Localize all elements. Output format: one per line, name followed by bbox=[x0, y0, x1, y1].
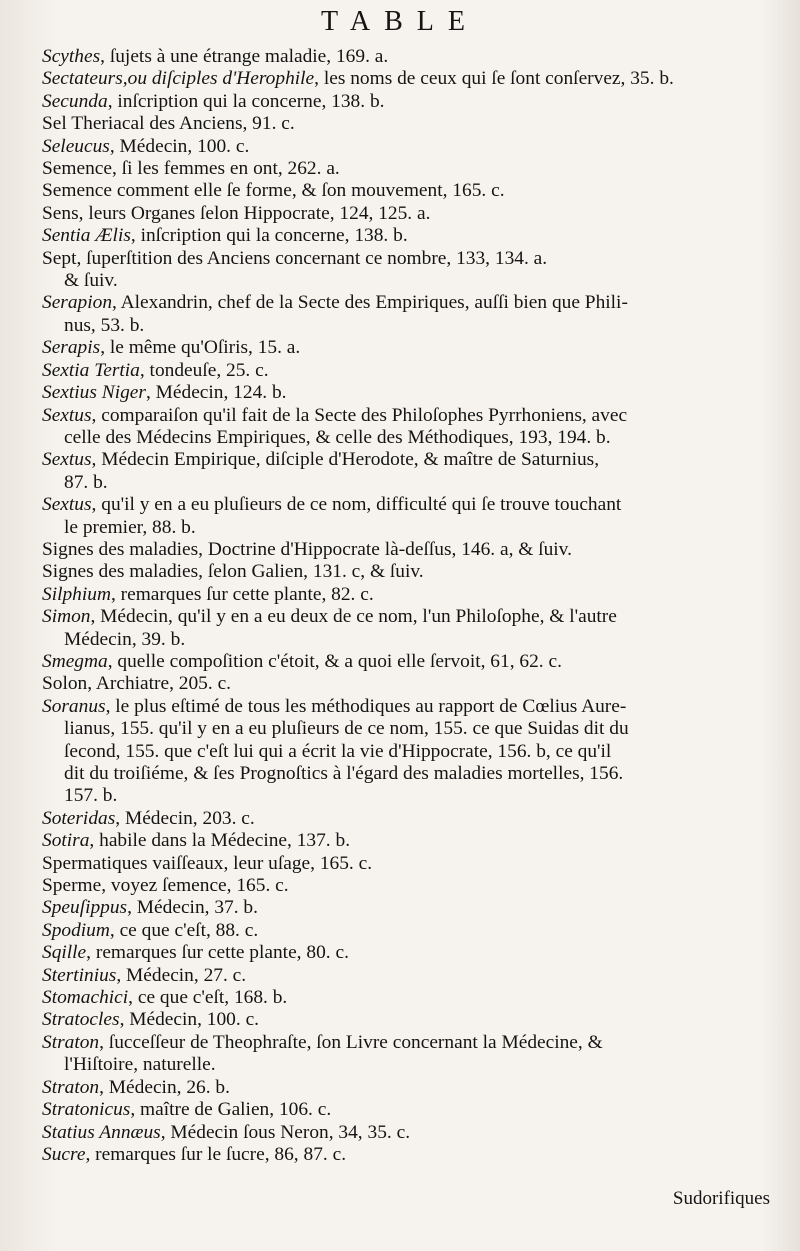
entry-headword: Sucre bbox=[42, 1143, 86, 1165]
entry-text: , tondeuſe, 25. c. bbox=[139, 359, 269, 381]
index-entry bbox=[42, 248, 768, 293]
catchword: Sudorifiques bbox=[672, 1188, 770, 1209]
entry-headword: Sextia Tertia bbox=[42, 359, 140, 381]
entry-line bbox=[42, 203, 768, 225]
entry-continuation: celle des Médecins Empiriques, & celle des Méthodiques, 193, 194. b. bbox=[64, 426, 611, 448]
entry-text: , inſcription qui la concerne, 138. b. bbox=[107, 90, 385, 112]
entry-line bbox=[42, 987, 768, 1009]
index-entry bbox=[42, 1032, 768, 1077]
entry-line bbox=[42, 1099, 768, 1121]
entry-line bbox=[42, 897, 768, 919]
entry-line bbox=[42, 696, 768, 718]
entry-line bbox=[42, 158, 768, 180]
entry-continuation: lianus, 155. qu'il y en a eu pluſieurs de ce nom, 155. ce que Suidas dit du bbox=[64, 718, 629, 740]
entry-text: Sept, ſuperſtition des Anciens concernant ce nombre, 133, 134. a. bbox=[42, 247, 548, 269]
entry-line bbox=[42, 584, 768, 606]
entry-text: , Médecin Empirique, diſciple d'Herodote, & maître de Saturnius, bbox=[91, 449, 600, 471]
index-entry bbox=[42, 46, 768, 68]
entry-line bbox=[42, 853, 768, 875]
index-entry bbox=[42, 696, 768, 741]
entry-text: , ſujets à une étrange maladie, 169. a. bbox=[100, 46, 389, 67]
entry-headword: Sectateurs,ou diſciples d'Herophile bbox=[42, 68, 315, 90]
entry-headword: Sextius Niger bbox=[42, 382, 146, 404]
entry-continuation: 87. b. bbox=[64, 471, 108, 493]
entry-line bbox=[42, 673, 768, 695]
entry-headword: Stertinius bbox=[42, 964, 117, 986]
page-title: TABLE bbox=[321, 6, 479, 37]
entry-text: , Médecin, 27. c. bbox=[116, 964, 247, 986]
entry-headword: Sextus bbox=[42, 449, 92, 471]
index-entry bbox=[42, 203, 768, 225]
index-entry bbox=[42, 158, 768, 180]
index-entry bbox=[42, 68, 768, 90]
entry-text: , remarques ſur cette plante, 82. c. bbox=[110, 583, 374, 605]
entry-headword: Statius Annæus bbox=[42, 1121, 161, 1143]
entry-text: , Médecin, 100. c. bbox=[109, 135, 250, 157]
index-entry bbox=[42, 136, 768, 158]
entry-line bbox=[42, 292, 768, 314]
index-entry bbox=[42, 763, 768, 785]
index-entry bbox=[42, 897, 768, 919]
index-entry bbox=[42, 606, 768, 651]
entry-headword: Soteridas bbox=[42, 807, 116, 829]
entry-text: , comparaiſon qu'il fait de la Secte des Philoſophes Pyrrhoniens, avec bbox=[91, 404, 628, 426]
entry-headword: Stratonicus bbox=[42, 1099, 131, 1121]
entry-line bbox=[42, 539, 768, 561]
index-entry bbox=[42, 942, 768, 964]
entry-line bbox=[42, 561, 768, 583]
entry-line bbox=[42, 46, 768, 68]
entry-line bbox=[42, 405, 768, 427]
entry-continuation: le premier, 88. b. bbox=[64, 516, 196, 538]
entry-headword: Secunda bbox=[42, 90, 108, 112]
index-entry bbox=[42, 785, 768, 807]
index-entry bbox=[42, 539, 768, 561]
entry-headword: Sextus bbox=[42, 494, 92, 516]
entry-text: , Médecin, 203. c. bbox=[115, 807, 255, 829]
entry-text: , Médecin ſous Neron, 34, 35. c. bbox=[160, 1121, 411, 1143]
entry-line bbox=[42, 113, 768, 135]
index-entry bbox=[42, 741, 768, 763]
entry-text: , Alexandrin, chef de la Secte des Empiriques, auſſi bien que Phili- bbox=[112, 292, 628, 314]
index-entry bbox=[42, 651, 768, 673]
entry-line bbox=[42, 942, 768, 964]
entry-headword: Speuſippus bbox=[42, 897, 128, 919]
entry-text: , maître de Galien, 106. c. bbox=[130, 1099, 332, 1121]
entry-line bbox=[42, 1077, 768, 1099]
entry-line bbox=[42, 1009, 768, 1031]
entry-line bbox=[42, 248, 768, 270]
index-entry bbox=[42, 1099, 768, 1121]
entry-continuation: Médecin, 39. b. bbox=[64, 628, 186, 650]
entry-headword: Stratocles bbox=[42, 1009, 120, 1031]
entry-text: , Médecin, 37. b. bbox=[127, 897, 258, 919]
entry-text: Semence comment elle ſe forme, & ſon mouvement, 165. c. bbox=[42, 180, 505, 202]
entry-line bbox=[42, 965, 768, 987]
entry-text: , ce que c'eſt, 88. c. bbox=[109, 919, 259, 941]
entry-headword: Soranus bbox=[42, 695, 106, 717]
index-entry bbox=[42, 853, 768, 875]
entry-text: , le plus eſtimé de tous les méthodiques au rapport de Cœlius Aure- bbox=[105, 695, 627, 717]
entry-line bbox=[42, 68, 768, 90]
entry-text: , quelle compoſition c'étoit, & a quoi elle ſervoit, 61, 62. c. bbox=[107, 650, 562, 672]
index-entry bbox=[42, 1009, 768, 1031]
entry-headword: Smegma bbox=[42, 650, 108, 672]
entry-line bbox=[42, 1144, 768, 1166]
entry-line bbox=[42, 830, 768, 852]
entry-continuation: ſecond, 155. que c'eſt lui qui a écrit la vie d'Hippocrate, 156. b, ce qu'il bbox=[64, 740, 612, 762]
entry-continuation: 157. b. bbox=[64, 785, 118, 807]
entry-line bbox=[42, 136, 768, 158]
entry-line bbox=[42, 91, 768, 113]
index-entry bbox=[42, 965, 768, 987]
index-entry bbox=[42, 405, 768, 450]
entry-text: , Médecin, qu'il y en a eu deux de ce nom, l'un Philoſophe, & l'autre bbox=[90, 606, 617, 628]
entry-text: , remarques ſur cette plante, 80. c. bbox=[86, 942, 349, 964]
index-entry bbox=[42, 1122, 768, 1144]
index-entry bbox=[42, 180, 768, 202]
entry-headword: Sextus bbox=[42, 404, 92, 426]
entry-text: , remarques ſur le ſucre, 86, 87. c. bbox=[85, 1143, 347, 1165]
entry-text: , ſucceſſeur de Theophraſte, ſon Livre concernant la Médecine, & bbox=[99, 1031, 603, 1053]
index-entries bbox=[42, 46, 768, 1166]
entry-headword: Silphium bbox=[42, 583, 111, 605]
entry-continuation: & ſuiv. bbox=[64, 270, 118, 292]
entry-line bbox=[42, 606, 768, 628]
entry-line bbox=[42, 449, 768, 471]
entry-headword: Serapion bbox=[42, 292, 113, 314]
index-entry bbox=[42, 1077, 768, 1099]
index-entry bbox=[42, 382, 768, 404]
entry-text: Signes des maladies, ſelon Galien, 131. c, & ſuiv. bbox=[42, 561, 424, 583]
entry-text: Solon, Archiatre, 205. c. bbox=[42, 673, 232, 695]
entry-text: , Médecin, 26. b. bbox=[99, 1076, 230, 1098]
entry-text: Signes des maladies, Doctrine d'Hippocrate là-deſſus, 146. a, & ſuiv. bbox=[42, 538, 572, 560]
entry-line bbox=[42, 920, 768, 942]
entry-continuation: nus, 53. b. bbox=[64, 314, 145, 336]
entry-text: Sel Theriacal des Anciens, 91. c. bbox=[42, 113, 295, 135]
index-entry bbox=[42, 830, 768, 852]
entry-text: , inſcription qui la concerne, 138. b. bbox=[130, 225, 408, 247]
entry-headword: Stomachici bbox=[42, 987, 129, 1009]
entry-line bbox=[42, 808, 768, 830]
index-entry bbox=[42, 292, 768, 337]
entry-continuation: dit du troiſiéme, & ſes Prognoſtics à l'égard des maladies mortelles, 156. bbox=[64, 763, 624, 784]
entry-line bbox=[42, 360, 768, 382]
entry-headword: Seleucus bbox=[42, 135, 110, 157]
index-entry bbox=[42, 113, 768, 135]
entry-line bbox=[42, 1122, 768, 1144]
index-entry bbox=[42, 360, 768, 382]
entry-line bbox=[42, 875, 768, 897]
entry-text: , habile dans la Médecine, 137. b. bbox=[89, 830, 351, 852]
entry-line bbox=[42, 1032, 768, 1054]
index-entry bbox=[42, 875, 768, 897]
entry-text: Spermatiques vaiſſeaux, leur uſage, 165. c. bbox=[42, 852, 373, 874]
index-entry bbox=[42, 561, 768, 583]
entry-text: , Médecin, 124. b. bbox=[145, 382, 287, 404]
entry-line bbox=[42, 180, 768, 202]
index-entry bbox=[42, 920, 768, 942]
entry-line bbox=[42, 382, 768, 404]
index-entry bbox=[42, 673, 768, 695]
entry-text: Semence, ſi les femmes en ont, 262. a. bbox=[42, 158, 340, 180]
index-entry bbox=[42, 225, 768, 247]
index-entry bbox=[42, 1144, 768, 1166]
index-entry bbox=[42, 91, 768, 113]
index-entry bbox=[42, 337, 768, 359]
entry-headword: Straton bbox=[42, 1076, 100, 1098]
entry-line bbox=[42, 337, 768, 359]
entry-text: , qu'il y en a eu pluſieurs de ce nom, difficulté qui ſe trouve touchant bbox=[91, 494, 622, 516]
entry-headword: Serapis bbox=[42, 337, 101, 359]
entry-text: , Médecin, 100. c. bbox=[119, 1009, 260, 1031]
entry-text: , ce que c'eſt, 168. b. bbox=[128, 987, 288, 1009]
entry-continuation: l'Hiſtoire, naturelle. bbox=[64, 1054, 216, 1076]
entry-headword: Spodium bbox=[42, 919, 110, 941]
index-entry bbox=[42, 584, 768, 606]
index-entry bbox=[42, 494, 768, 539]
entry-headword: Sentia Ælis bbox=[42, 225, 131, 247]
entry-text: , les noms de ceux qui ſe ſont conſervez, 35. b. bbox=[314, 68, 674, 90]
entry-line bbox=[42, 651, 768, 673]
entry-headword: Sotira bbox=[42, 830, 90, 852]
entry-headword: Simon bbox=[42, 606, 91, 628]
entry-line bbox=[42, 494, 768, 516]
entry-text: , le même qu'Oſiris, 15. a. bbox=[100, 337, 301, 359]
entry-line bbox=[42, 225, 768, 247]
entry-headword: Sqille bbox=[42, 942, 87, 964]
index-entry bbox=[42, 449, 768, 494]
index-entry bbox=[42, 808, 768, 830]
entry-text: Sens, leurs Organes ſelon Hippocrate, 124, 125. a. bbox=[42, 202, 431, 224]
entry-headword: Scythes bbox=[42, 46, 101, 67]
entry-text: Sperme, voyez ſemence, 165. c. bbox=[42, 875, 289, 897]
index-entry bbox=[42, 987, 768, 1009]
entry-headword: Straton bbox=[42, 1031, 100, 1053]
